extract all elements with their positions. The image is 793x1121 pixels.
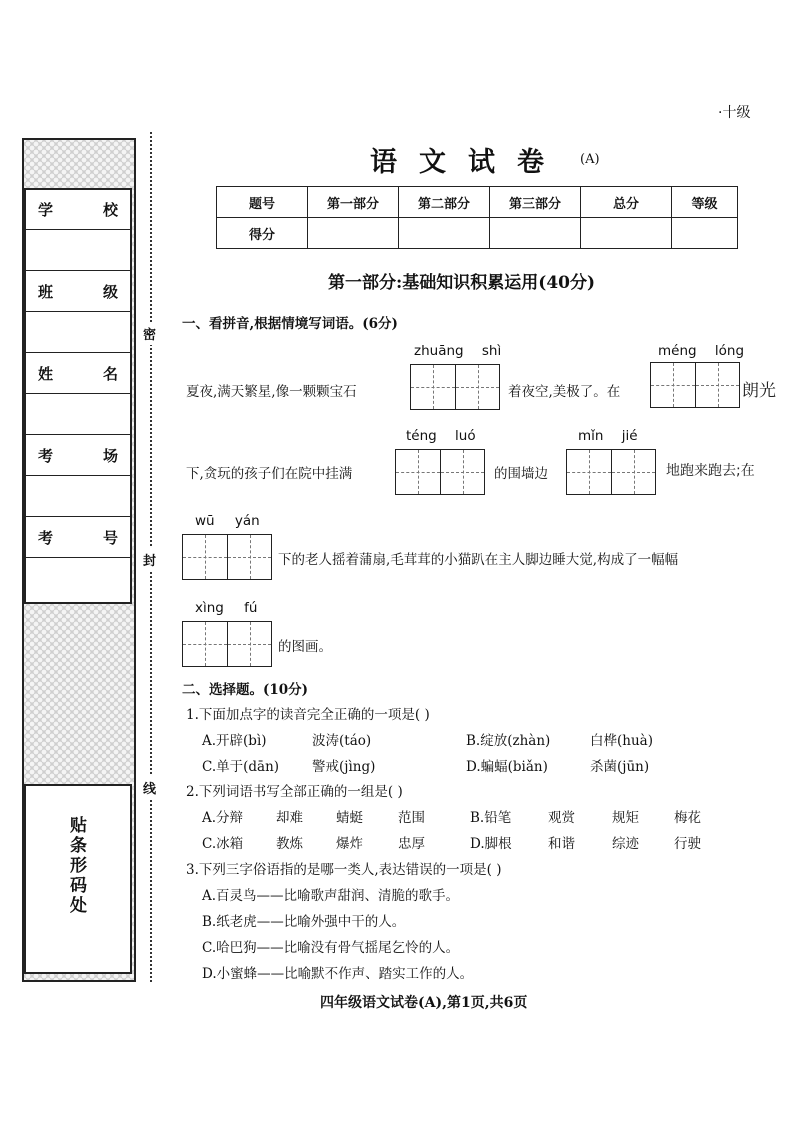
q2-3-stem: 3.下列三字俗语指的是哪一类人,表达错误的一项是( ) (186, 862, 502, 878)
answer-grid-min-jie[interactable] (566, 449, 656, 495)
score-cell[interactable] (672, 218, 738, 249)
exam-room-field[interactable] (26, 436, 130, 476)
seal-char-mi: 密 (143, 322, 156, 345)
exam-number-blank[interactable] (26, 559, 130, 599)
option[interactable]: A.百灵鸟——比喻歌声甜润、清脆的歌手。 (202, 888, 460, 904)
option[interactable]: C.冰箱 (202, 836, 244, 852)
section-heading: 第一部分:基础知识积累运用(40分) (328, 273, 596, 293)
handwritten-note: 朗光 (742, 381, 776, 401)
answer-grid-teng-luo[interactable] (395, 449, 485, 495)
student-info-box (24, 188, 132, 604)
option[interactable]: A.分辩 (202, 810, 244, 826)
option[interactable]: B.铅笔 (470, 810, 512, 826)
class-label-1: 班 (38, 283, 54, 301)
word: 爆炸 (336, 836, 363, 852)
name-label-2: 名 (102, 365, 118, 383)
q2-2-stem: 2.下列词语书写全部正确的一组是( ) (186, 784, 403, 800)
option: 白桦(huà) (590, 733, 653, 749)
word: 规矩 (612, 810, 639, 826)
answer-grid-zhuang-shi[interactable] (410, 364, 500, 410)
exam-number-field[interactable] (26, 518, 130, 558)
score-cell[interactable] (308, 218, 399, 249)
name-field[interactable] (26, 354, 130, 394)
score-row-label: 得分 (217, 218, 308, 249)
title-suffix: (A) (580, 152, 600, 167)
q1-text-1: 夏夜,满天繁星,像一颗颗宝石 (186, 384, 357, 400)
seal-char-xian: 线 (143, 776, 156, 799)
option[interactable]: A.开辟(bì) (202, 733, 267, 749)
word: 综迹 (612, 836, 639, 852)
q1-text-4: 的围墙边 (494, 466, 548, 482)
word: 和谐 (548, 836, 575, 852)
option[interactable]: C.单于(dān) (202, 759, 280, 775)
header-cell: 第一部分 (308, 187, 399, 218)
header-cell: 第三部分 (490, 187, 581, 218)
corner-mark: ·十级 (718, 105, 751, 121)
school-blank[interactable] (26, 231, 130, 271)
page-footer: 四年级语文试卷(A),第1页,共6页 (320, 995, 528, 1011)
header-cell: 总分 (581, 187, 672, 218)
score-table-header-row (217, 187, 738, 218)
handwritten-phrase: 地跑来跑去;在 (666, 463, 755, 479)
option: 杀菌(jūn) (590, 759, 650, 775)
pinyin-meng-long: méng lóng (658, 343, 745, 359)
seal-char-feng: 封 (143, 548, 156, 571)
option[interactable]: C.哈巴狗——比喻没有骨气摇尾乞怜的人。 (202, 940, 460, 956)
q1-text-2: 着夜空,美极了。在 (508, 384, 621, 400)
q2-2-options-row-2 (202, 832, 701, 852)
score-cell[interactable] (490, 218, 581, 249)
q2-heading: 二、选择题。(10分) (182, 682, 309, 698)
option[interactable]: D.脚根 (470, 836, 512, 852)
word: 范围 (398, 810, 425, 826)
pinyin-teng-luo: téng luó (406, 428, 476, 444)
header-cell: 等级 (672, 187, 738, 218)
school-label-1: 学 (38, 201, 54, 219)
option: 波涛(táo) (312, 733, 372, 749)
page-title: 语文试卷 (370, 147, 566, 178)
option[interactable]: B.绽放(zhàn) (466, 733, 551, 749)
word: 教炼 (276, 836, 303, 852)
word: 忠厚 (398, 836, 425, 852)
q2-1-stem: 1.下面加点字的读音完全正确的一项是( ) (186, 707, 430, 723)
exam-room-label-1: 考 (38, 447, 54, 465)
word: 蜻蜓 (336, 810, 363, 826)
answer-grid-xing-fu[interactable] (182, 621, 272, 667)
pinyin-min-jie: mǐn jié (578, 428, 638, 444)
word: 行驶 (674, 836, 701, 852)
barcode-label: 贴条形码处 (66, 816, 86, 916)
class-blank[interactable] (26, 313, 130, 353)
name-label-1: 姓 (38, 365, 54, 383)
option[interactable]: D.小蜜蜂——比喻默不作声、踏实工作的人。 (202, 966, 474, 982)
pinyin-xing-fu: xìng fú (195, 600, 258, 616)
option[interactable]: B.纸老虎——比喻外强中干的人。 (202, 914, 406, 930)
score-cell[interactable] (581, 218, 672, 249)
school-field[interactable] (26, 190, 130, 230)
q2-1-options-row-1 (202, 729, 653, 749)
header-cell: 题号 (217, 187, 308, 218)
class-label-2: 级 (102, 283, 118, 301)
exam-number-label-1: 考 (38, 529, 54, 547)
word: 观赏 (548, 810, 575, 826)
exam-number-label-2: 号 (102, 529, 118, 547)
q1-text-6: 的图画。 (278, 639, 332, 655)
pinyin-wu-yan: wū yán (195, 513, 260, 529)
word: 梅花 (674, 810, 701, 826)
option[interactable]: D.蝙蝠(biǎn) (466, 759, 548, 775)
score-cell[interactable] (399, 218, 490, 249)
answer-grid-wu-yan[interactable] (182, 534, 272, 580)
q1-heading: 一、看拼音,根据情境写词语。(6分) (182, 316, 398, 332)
score-table-score-row (217, 218, 738, 249)
exam-room-blank[interactable] (26, 477, 130, 517)
school-label-2: 校 (102, 201, 118, 219)
header-cell: 第二部分 (399, 187, 490, 218)
exam-room-label-2: 场 (102, 447, 118, 465)
name-blank[interactable] (26, 395, 130, 435)
q2-2-options-row-1 (202, 806, 701, 826)
answer-grid-meng-long[interactable] (650, 362, 740, 408)
class-field[interactable] (26, 272, 130, 312)
q1-text-3: 下,贪玩的孩子们在院中挂满 (186, 466, 353, 482)
q1-text-5: 下的老人摇着蒲扇,毛茸茸的小猫趴在主人脚边睡大觉,构成了一幅幅 (278, 552, 679, 568)
score-table (216, 186, 738, 249)
pinyin-zhuang-shi: zhuāng shì (414, 343, 502, 359)
barcode-box (24, 784, 132, 974)
word: 却难 (276, 810, 303, 826)
q2-1-options-row-2 (202, 755, 649, 775)
option: 警戒(jìng) (312, 759, 376, 775)
